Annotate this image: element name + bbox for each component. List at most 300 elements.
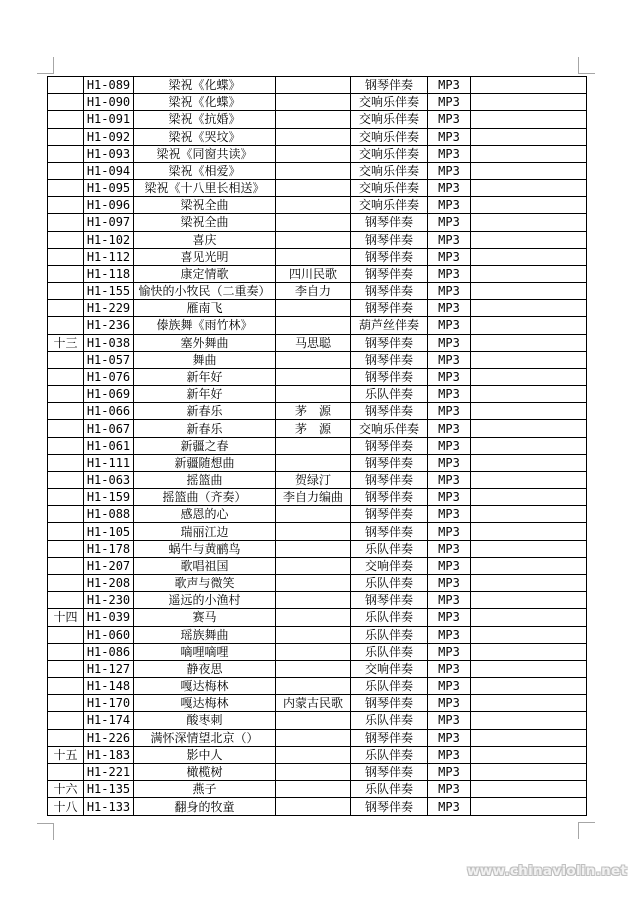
composer-cell: 茅 源 <box>276 403 351 420</box>
accompaniment-cell: 交响乐伴奏 <box>351 111 428 128</box>
title-cell: 感恩的心 <box>134 506 276 523</box>
composer-cell <box>276 197 351 214</box>
group-cell <box>48 94 84 111</box>
catalog-id-cell: H1-111 <box>84 454 134 471</box>
catalog-id-cell: H1-096 <box>84 197 134 214</box>
notes-cell <box>471 678 587 695</box>
format-cell: MP3 <box>428 403 471 420</box>
catalog-id-cell: H1-097 <box>84 214 134 231</box>
title-cell: 燕子 <box>134 781 276 798</box>
table-row <box>48 437 587 454</box>
format-cell: MP3 <box>428 180 471 197</box>
notes-cell <box>471 317 587 334</box>
accompaniment-cell: 乐队伴奏 <box>351 712 428 729</box>
composer-cell <box>276 763 351 780</box>
group-cell <box>48 574 84 591</box>
group-cell: 十八 <box>48 798 84 816</box>
catalog-id-cell: H1-086 <box>84 643 134 660</box>
title-cell: 梁祝《哭坟》 <box>134 128 276 145</box>
accompaniment-cell: 交响乐伴奏 <box>351 128 428 145</box>
group-cell <box>48 454 84 471</box>
table-row <box>48 368 587 385</box>
text-boundary-mark-bottom-right <box>578 822 595 839</box>
notes-cell <box>471 214 587 231</box>
catalog-id-cell: H1-178 <box>84 540 134 557</box>
song-table-body <box>48 77 587 816</box>
format-cell: MP3 <box>428 523 471 540</box>
format-cell: MP3 <box>428 162 471 179</box>
table-row <box>48 643 587 660</box>
title-cell: 新春乐 <box>134 403 276 420</box>
accompaniment-cell: 钢琴伴奏 <box>351 214 428 231</box>
group-cell <box>48 678 84 695</box>
notes-cell <box>471 557 587 574</box>
notes-cell <box>471 386 587 403</box>
title-cell: 梁祝《化蝶》 <box>134 94 276 111</box>
catalog-id-cell: H1-208 <box>84 574 134 591</box>
catalog-id-cell: H1-066 <box>84 403 134 420</box>
accompaniment-cell: 钢琴伴奏 <box>351 77 428 94</box>
title-cell: 傣族舞《雨竹林》 <box>134 317 276 334</box>
composer-cell <box>276 368 351 385</box>
composer-cell: 茅 源 <box>276 420 351 437</box>
format-cell: MP3 <box>428 540 471 557</box>
group-cell <box>48 283 84 300</box>
catalog-id-cell: H1-076 <box>84 368 134 385</box>
title-cell: 喜见光明 <box>134 248 276 265</box>
accompaniment-cell: 钢琴伴奏 <box>351 231 428 248</box>
table-row <box>48 763 587 780</box>
group-cell <box>48 317 84 334</box>
group-cell <box>48 351 84 368</box>
group-cell <box>48 712 84 729</box>
notes-cell <box>471 660 587 677</box>
table-row <box>48 471 587 488</box>
accompaniment-cell: 钢琴伴奏 <box>351 798 428 816</box>
composer-cell <box>276 643 351 660</box>
catalog-id-cell: H1-118 <box>84 265 134 282</box>
composer-cell <box>276 351 351 368</box>
notes-cell <box>471 574 587 591</box>
composer-cell <box>276 214 351 231</box>
notes-cell <box>471 403 587 420</box>
table-row <box>48 523 587 540</box>
group-cell <box>48 403 84 420</box>
title-cell: 瑶族舞曲 <box>134 626 276 643</box>
catalog-id-cell: H1-090 <box>84 94 134 111</box>
catalog-id-cell: H1-135 <box>84 781 134 798</box>
group-cell <box>48 162 84 179</box>
format-cell: MP3 <box>428 506 471 523</box>
accompaniment-cell: 交响乐伴奏 <box>351 145 428 162</box>
group-cell <box>48 523 84 540</box>
notes-cell <box>471 471 587 488</box>
composer-cell <box>276 145 351 162</box>
notes-cell <box>471 454 587 471</box>
group-cell <box>48 300 84 317</box>
notes-cell <box>471 643 587 660</box>
format-cell: MP3 <box>428 763 471 780</box>
accompaniment-cell: 交响乐伴奏 <box>351 180 428 197</box>
group-cell: 十四 <box>48 609 84 626</box>
composer-cell <box>276 506 351 523</box>
notes-cell <box>471 592 587 609</box>
accompaniment-cell: 乐队伴奏 <box>351 626 428 643</box>
title-cell: 摇篮曲（齐奏） <box>134 489 276 506</box>
title-cell: 嘀哩嘀哩 <box>134 643 276 660</box>
title-cell: 蜗牛与黄鹂鸟 <box>134 540 276 557</box>
song-list-table <box>47 76 587 816</box>
composer-cell <box>276 609 351 626</box>
title-cell: 梁祝全曲 <box>134 214 276 231</box>
format-cell: MP3 <box>428 678 471 695</box>
catalog-id-cell: H1-127 <box>84 660 134 677</box>
composer-cell <box>276 712 351 729</box>
catalog-id-cell: H1-207 <box>84 557 134 574</box>
table-row <box>48 540 587 557</box>
accompaniment-cell: 乐队伴奏 <box>351 540 428 557</box>
format-cell: MP3 <box>428 746 471 763</box>
format-cell: MP3 <box>428 643 471 660</box>
accompaniment-cell: 乐队伴奏 <box>351 746 428 763</box>
catalog-id-cell: H1-230 <box>84 592 134 609</box>
title-cell: 瑞丽江边 <box>134 523 276 540</box>
composer-cell: 四川民歌 <box>276 265 351 282</box>
table-row <box>48 111 587 128</box>
notes-cell <box>471 128 587 145</box>
format-cell: MP3 <box>428 660 471 677</box>
table-row <box>48 265 587 282</box>
catalog-id-cell: H1-133 <box>84 798 134 816</box>
text-boundary-mark-bottom-left <box>37 823 54 840</box>
title-cell: 新疆之春 <box>134 437 276 454</box>
accompaniment-cell: 钢琴伴奏 <box>351 265 428 282</box>
group-cell: 十五 <box>48 746 84 763</box>
accompaniment-cell: 交响乐伴奏 <box>351 94 428 111</box>
title-cell: 雁南飞 <box>134 300 276 317</box>
format-cell: MP3 <box>428 489 471 506</box>
table-row <box>48 574 587 591</box>
group-cell <box>48 180 84 197</box>
format-cell: MP3 <box>428 592 471 609</box>
notes-cell <box>471 729 587 746</box>
title-cell: 愉快的小牧民（二重奏） <box>134 283 276 300</box>
group-cell <box>48 197 84 214</box>
accompaniment-cell: 钢琴伴奏 <box>351 506 428 523</box>
text-boundary-mark-top-right <box>578 57 595 74</box>
title-cell: 康定情歌 <box>134 265 276 282</box>
catalog-id-cell: H1-089 <box>84 77 134 94</box>
format-cell: MP3 <box>428 609 471 626</box>
title-cell: 赛马 <box>134 609 276 626</box>
accompaniment-cell: 钢琴伴奏 <box>351 471 428 488</box>
format-cell: MP3 <box>428 300 471 317</box>
table-row <box>48 300 587 317</box>
table-row <box>48 781 587 798</box>
notes-cell <box>471 746 587 763</box>
accompaniment-cell: 交响伴奏 <box>351 660 428 677</box>
catalog-id-cell: H1-088 <box>84 506 134 523</box>
format-cell: MP3 <box>428 77 471 94</box>
catalog-id-cell: H1-061 <box>84 437 134 454</box>
catalog-id-cell: H1-091 <box>84 111 134 128</box>
title-cell: 新春乐 <box>134 420 276 437</box>
title-cell: 翻身的牧童 <box>134 798 276 816</box>
table-row <box>48 351 587 368</box>
group-cell <box>48 763 84 780</box>
group-cell <box>48 437 84 454</box>
table-row <box>48 403 587 420</box>
notes-cell <box>471 145 587 162</box>
group-cell: 十六 <box>48 781 84 798</box>
notes-cell <box>471 626 587 643</box>
table-row <box>48 454 587 471</box>
composer-cell <box>276 180 351 197</box>
format-cell: MP3 <box>428 214 471 231</box>
accompaniment-cell: 乐队伴奏 <box>351 643 428 660</box>
catalog-id-cell: H1-229 <box>84 300 134 317</box>
format-cell: MP3 <box>428 197 471 214</box>
text-boundary-mark-top-left <box>37 57 54 74</box>
composer-cell: 李自力 <box>276 283 351 300</box>
composer-cell: 内蒙古民歌 <box>276 695 351 712</box>
accompaniment-cell: 交响乐伴奏 <box>351 162 428 179</box>
title-cell: 歌唱祖国 <box>134 557 276 574</box>
catalog-id-cell: H1-183 <box>84 746 134 763</box>
composer-cell <box>276 300 351 317</box>
notes-cell <box>471 420 587 437</box>
catalog-id-cell: H1-057 <box>84 351 134 368</box>
title-cell: 歌声与微笑 <box>134 574 276 591</box>
notes-cell <box>471 712 587 729</box>
group-cell <box>48 729 84 746</box>
notes-cell <box>471 334 587 351</box>
format-cell: MP3 <box>428 471 471 488</box>
composer-cell <box>276 94 351 111</box>
composer-cell <box>276 111 351 128</box>
title-cell: 满怀深情望北京（） <box>134 729 276 746</box>
group-cell <box>48 626 84 643</box>
accompaniment-cell: 钢琴伴奏 <box>351 368 428 385</box>
table-row <box>48 197 587 214</box>
table-row <box>48 180 587 197</box>
catalog-id-cell: H1-102 <box>84 231 134 248</box>
notes-cell <box>471 763 587 780</box>
group-cell <box>48 368 84 385</box>
catalog-id-cell: H1-038 <box>84 334 134 351</box>
catalog-id-cell: H1-170 <box>84 695 134 712</box>
accompaniment-cell: 乐队伴奏 <box>351 386 428 403</box>
composer-cell <box>276 557 351 574</box>
table-row <box>48 729 587 746</box>
table-row <box>48 746 587 763</box>
table-row <box>48 77 587 94</box>
composer-cell <box>276 626 351 643</box>
catalog-id-cell: H1-060 <box>84 626 134 643</box>
group-cell <box>48 386 84 403</box>
accompaniment-cell: 交响乐伴奏 <box>351 197 428 214</box>
notes-cell <box>471 523 587 540</box>
title-cell: 梁祝《同窗共读》 <box>134 145 276 162</box>
format-cell: MP3 <box>428 111 471 128</box>
table-row <box>48 592 587 609</box>
format-cell: MP3 <box>428 368 471 385</box>
title-cell: 梁祝《十八里长相送》 <box>134 180 276 197</box>
accompaniment-cell: 钢琴伴奏 <box>351 437 428 454</box>
format-cell: MP3 <box>428 283 471 300</box>
table-row <box>48 506 587 523</box>
format-cell: MP3 <box>428 729 471 746</box>
accompaniment-cell: 乐队伴奏 <box>351 781 428 798</box>
notes-cell <box>471 94 587 111</box>
composer-cell <box>276 77 351 94</box>
catalog-id-cell: H1-155 <box>84 283 134 300</box>
format-cell: MP3 <box>428 145 471 162</box>
group-cell <box>48 643 84 660</box>
composer-cell <box>276 781 351 798</box>
accompaniment-cell: 钢琴伴奏 <box>351 763 428 780</box>
title-cell: 遥远的小渔村 <box>134 592 276 609</box>
table-row <box>48 489 587 506</box>
composer-cell <box>276 248 351 265</box>
composer-cell <box>276 574 351 591</box>
format-cell: MP3 <box>428 626 471 643</box>
notes-cell <box>471 798 587 816</box>
notes-cell <box>471 506 587 523</box>
group-cell <box>48 592 84 609</box>
title-cell: 新疆随想曲 <box>134 454 276 471</box>
format-cell: MP3 <box>428 248 471 265</box>
table-row <box>48 334 587 351</box>
title-cell: 嘎达梅林 <box>134 678 276 695</box>
accompaniment-cell: 葫芦丝伴奏 <box>351 317 428 334</box>
format-cell: MP3 <box>428 317 471 334</box>
accompaniment-cell: 钢琴伴奏 <box>351 489 428 506</box>
composer-cell: 马思聪 <box>276 334 351 351</box>
notes-cell <box>471 248 587 265</box>
group-cell <box>48 77 84 94</box>
table-row <box>48 386 587 403</box>
composer-cell <box>276 128 351 145</box>
notes-cell <box>471 300 587 317</box>
table-row <box>48 283 587 300</box>
notes-cell <box>471 231 587 248</box>
notes-cell <box>471 162 587 179</box>
accompaniment-cell: 钢琴伴奏 <box>351 523 428 540</box>
notes-cell <box>471 609 587 626</box>
title-cell: 喜庆 <box>134 231 276 248</box>
table-row <box>48 695 587 712</box>
table-row <box>48 248 587 265</box>
accompaniment-cell: 交响乐伴奏 <box>351 420 428 437</box>
group-cell <box>48 214 84 231</box>
accompaniment-cell: 钢琴伴奏 <box>351 300 428 317</box>
notes-cell <box>471 781 587 798</box>
format-cell: MP3 <box>428 557 471 574</box>
composer-cell <box>276 386 351 403</box>
notes-cell <box>471 540 587 557</box>
table-row <box>48 162 587 179</box>
accompaniment-cell: 钢琴伴奏 <box>351 454 428 471</box>
table-row <box>48 317 587 334</box>
title-cell: 梁祝《抗婚》 <box>134 111 276 128</box>
catalog-id-cell: H1-148 <box>84 678 134 695</box>
composer-cell <box>276 540 351 557</box>
notes-cell <box>471 77 587 94</box>
notes-cell <box>471 489 587 506</box>
catalog-id-cell: H1-069 <box>84 386 134 403</box>
composer-cell <box>276 660 351 677</box>
composer-cell: 贺绿汀 <box>276 471 351 488</box>
watermark-text: www.chinaviolin.net <box>467 863 628 879</box>
group-cell <box>48 489 84 506</box>
format-cell: MP3 <box>428 420 471 437</box>
format-cell: MP3 <box>428 695 471 712</box>
table-row <box>48 145 587 162</box>
table-row <box>48 214 587 231</box>
title-cell: 塞外舞曲 <box>134 334 276 351</box>
group-cell: 十三 <box>48 334 84 351</box>
title-cell: 摇篮曲 <box>134 471 276 488</box>
composer-cell <box>276 523 351 540</box>
notes-cell <box>471 180 587 197</box>
composer-cell <box>276 729 351 746</box>
composer-cell: 李自力编曲 <box>276 489 351 506</box>
title-cell: 梁祝全曲 <box>134 197 276 214</box>
group-cell <box>48 506 84 523</box>
accompaniment-cell: 钢琴伴奏 <box>351 695 428 712</box>
accompaniment-cell: 钢琴伴奏 <box>351 729 428 746</box>
catalog-id-cell: H1-092 <box>84 128 134 145</box>
accompaniment-cell: 乐队伴奏 <box>351 574 428 591</box>
composer-cell <box>276 162 351 179</box>
catalog-id-cell: H1-067 <box>84 420 134 437</box>
accompaniment-cell: 钢琴伴奏 <box>351 592 428 609</box>
group-cell <box>48 660 84 677</box>
format-cell: MP3 <box>428 386 471 403</box>
table-row <box>48 609 587 626</box>
accompaniment-cell: 钢琴伴奏 <box>351 351 428 368</box>
accompaniment-cell: 钢琴伴奏 <box>351 403 428 420</box>
title-cell: 梁祝《相爱》 <box>134 162 276 179</box>
group-cell <box>48 265 84 282</box>
catalog-id-cell: H1-063 <box>84 471 134 488</box>
catalog-id-cell: H1-236 <box>84 317 134 334</box>
composer-cell <box>276 798 351 816</box>
group-cell <box>48 695 84 712</box>
title-cell: 新年好 <box>134 386 276 403</box>
table-row <box>48 798 587 816</box>
table-row <box>48 231 587 248</box>
composer-cell <box>276 437 351 454</box>
table-row <box>48 128 587 145</box>
group-cell <box>48 111 84 128</box>
composer-cell <box>276 454 351 471</box>
title-cell: 嘎达梅林 <box>134 695 276 712</box>
title-cell: 影中人 <box>134 746 276 763</box>
accompaniment-cell: 钢琴伴奏 <box>351 334 428 351</box>
composer-cell <box>276 746 351 763</box>
catalog-id-cell: H1-221 <box>84 763 134 780</box>
accompaniment-cell: 乐队伴奏 <box>351 609 428 626</box>
format-cell: MP3 <box>428 437 471 454</box>
notes-cell <box>471 368 587 385</box>
catalog-id-cell: H1-105 <box>84 523 134 540</box>
format-cell: MP3 <box>428 781 471 798</box>
format-cell: MP3 <box>428 712 471 729</box>
catalog-id-cell: H1-226 <box>84 729 134 746</box>
table-row <box>48 660 587 677</box>
